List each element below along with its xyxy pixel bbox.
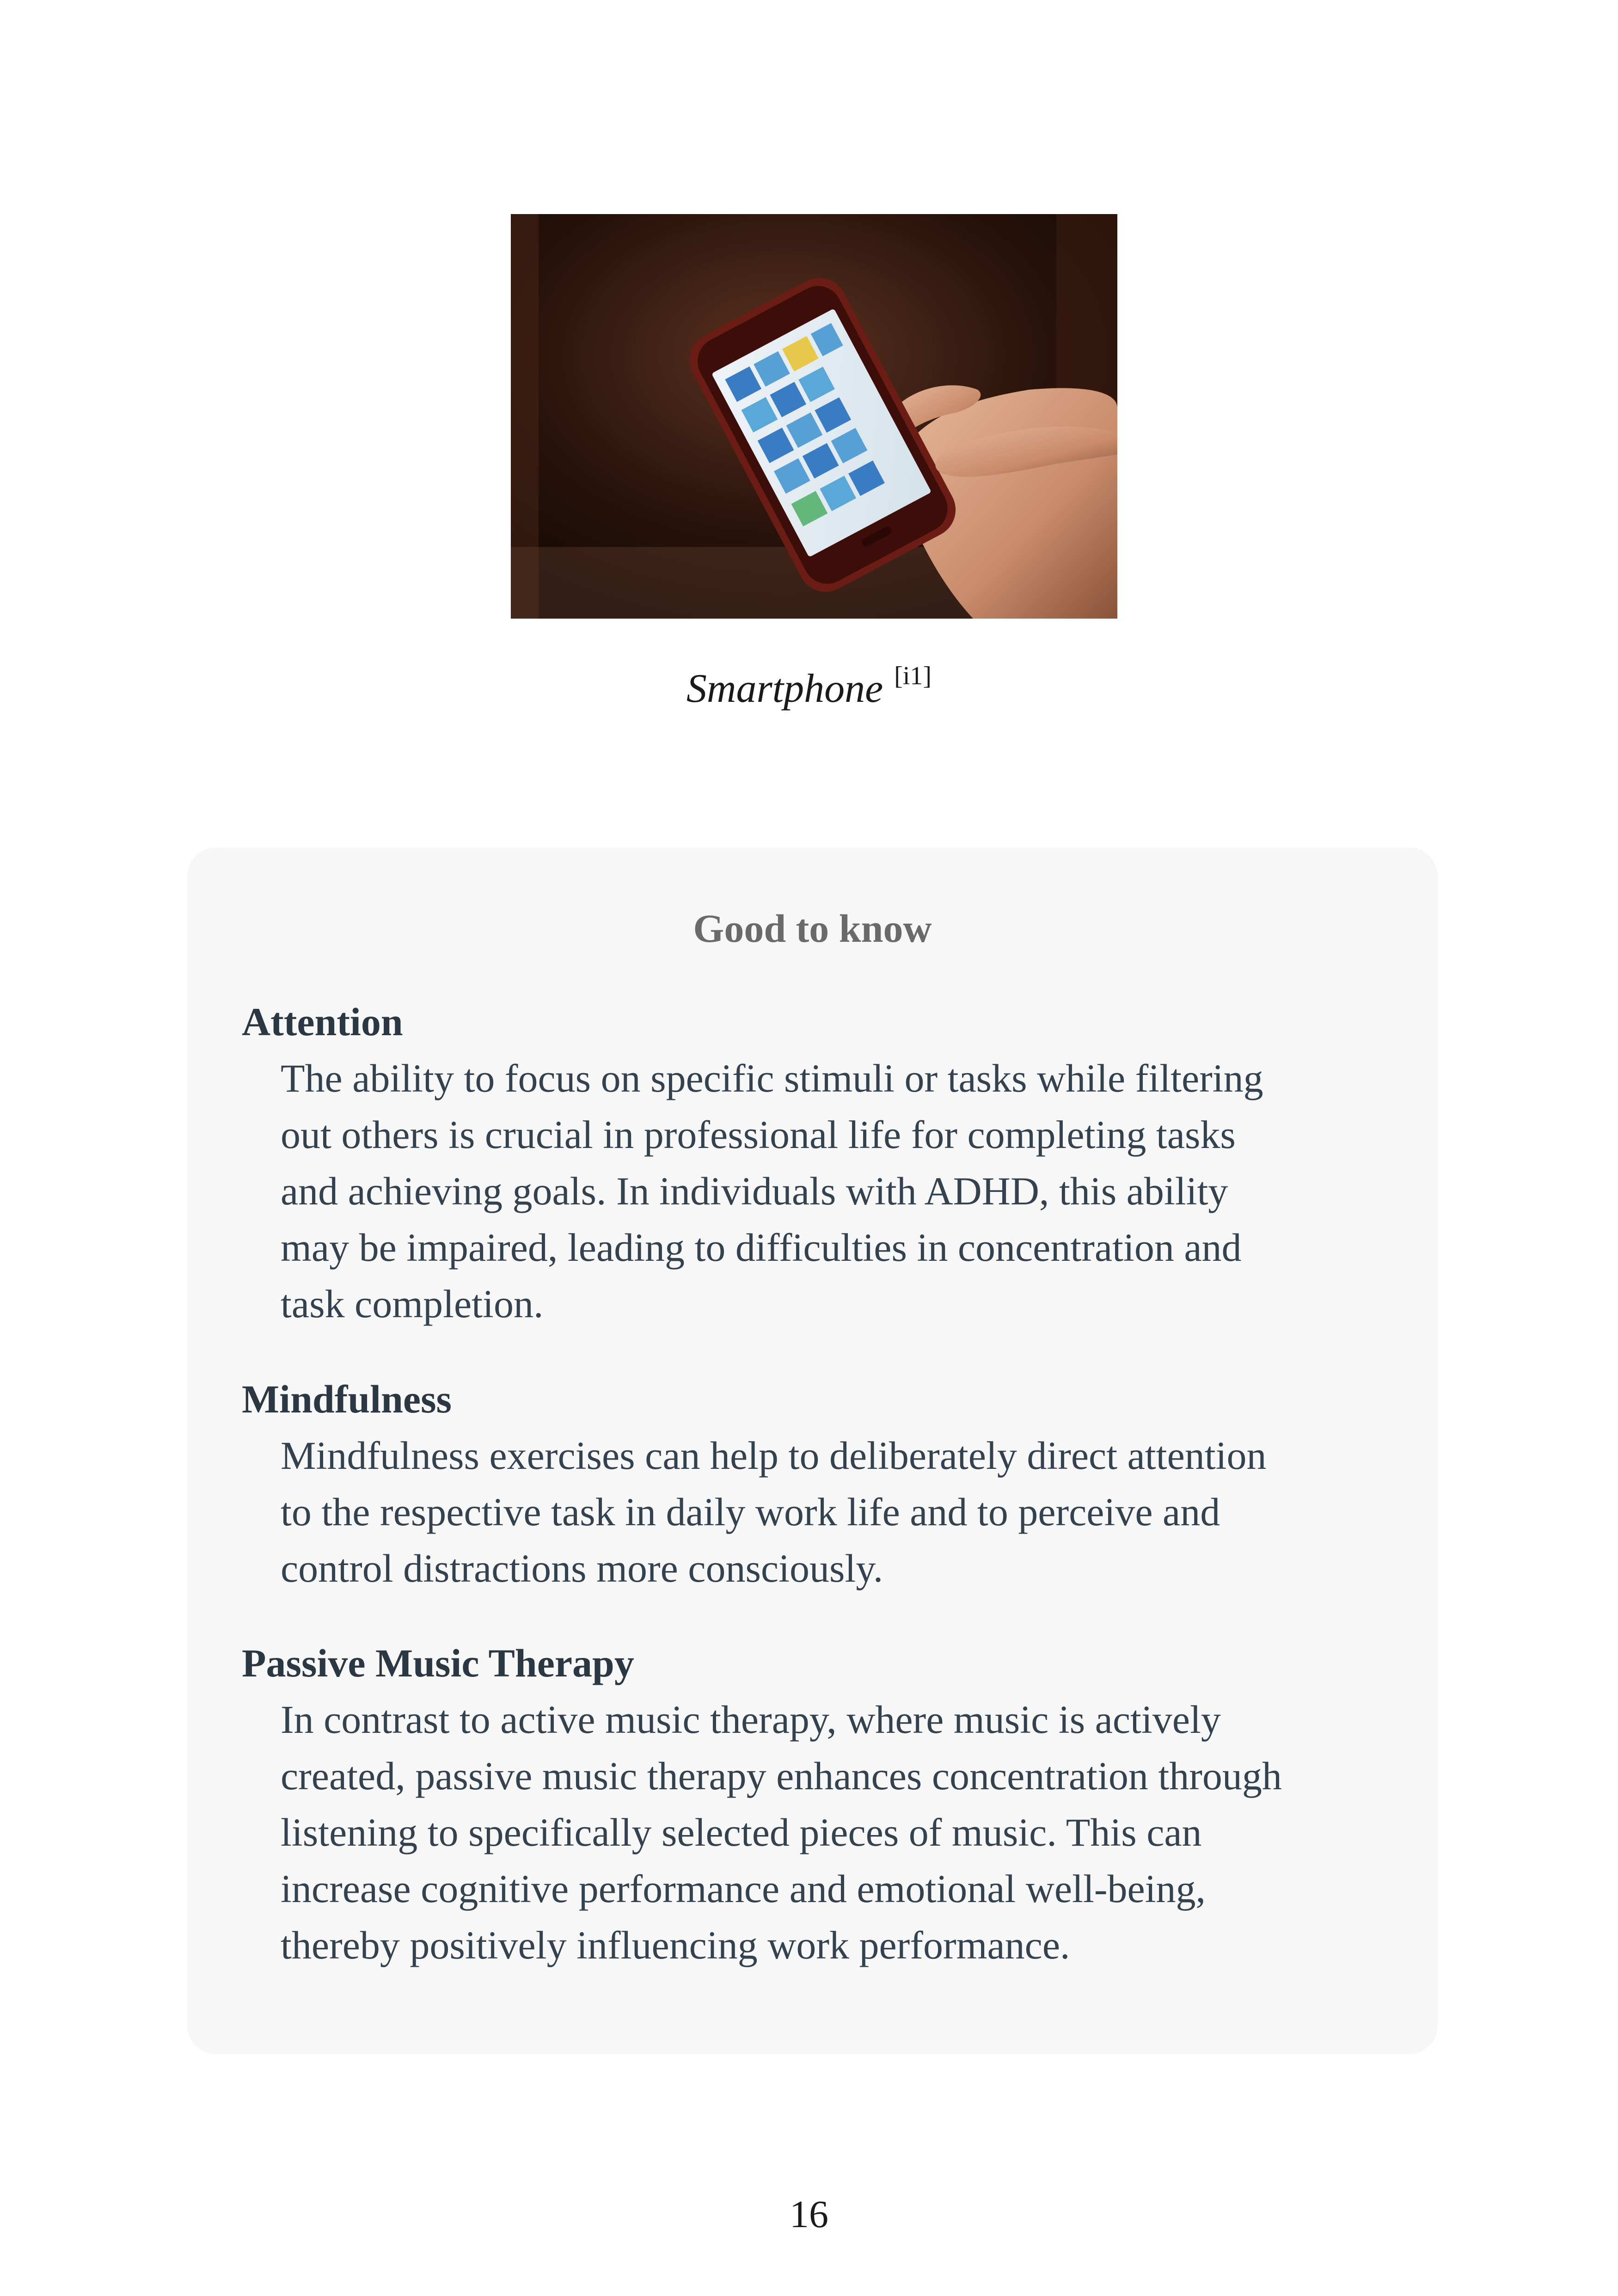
page-number: 16 [790, 2193, 828, 2236]
term-mindfulness: Mindfulness [242, 1377, 452, 1421]
definition-line: Mindfulness exercises can help to deliberately direct attention [281, 1433, 1267, 1478]
definition-mindfulness [281, 1427, 1413, 1596]
box-title: Good to know [693, 906, 932, 951]
definition-line: created, passive music therapy enhances concentration through [281, 1754, 1282, 1798]
definition-line: may be impaired, leading to difficulties in concentration and [281, 1225, 1242, 1270]
term-passive-music-therapy: Passive Music Therapy [242, 1641, 634, 1685]
definition-line: increase cognitive performance and emotional well-being, [281, 1866, 1206, 1911]
definition-line: and achieving goals. In individuals with ADHD, this ability [281, 1169, 1228, 1213]
definition-line: task completion. [281, 1282, 544, 1326]
definition-attention [281, 1050, 1413, 1332]
definition-line: to the respective task in daily work life and to perceive and [281, 1490, 1220, 1534]
definition-line: thereby positively influencing work performance. [281, 1923, 1070, 1967]
term-attention: Attention [242, 1000, 403, 1044]
smartphone-photo [511, 214, 1117, 619]
figure-reference: [i1] [894, 662, 932, 690]
figure-caption-title: Smartphone [686, 666, 883, 711]
definition-line: out others is crucial in professional life for completing tasks [281, 1112, 1236, 1157]
definition-line: control distractions more consciously. [281, 1546, 883, 1590]
smartphone-illustration [511, 214, 1117, 619]
good-to-know-box [187, 847, 1438, 2054]
definition-passive-music-therapy [281, 1691, 1413, 1973]
definition-line: In contrast to active music therapy, where music is actively [281, 1697, 1221, 1742]
definition-line: The ability to focus on specific stimuli or tasks while filtering [281, 1056, 1263, 1100]
definition-line: listening to specifically selected pieces of music. This can [281, 1810, 1202, 1854]
figure-caption [0, 661, 1618, 721]
